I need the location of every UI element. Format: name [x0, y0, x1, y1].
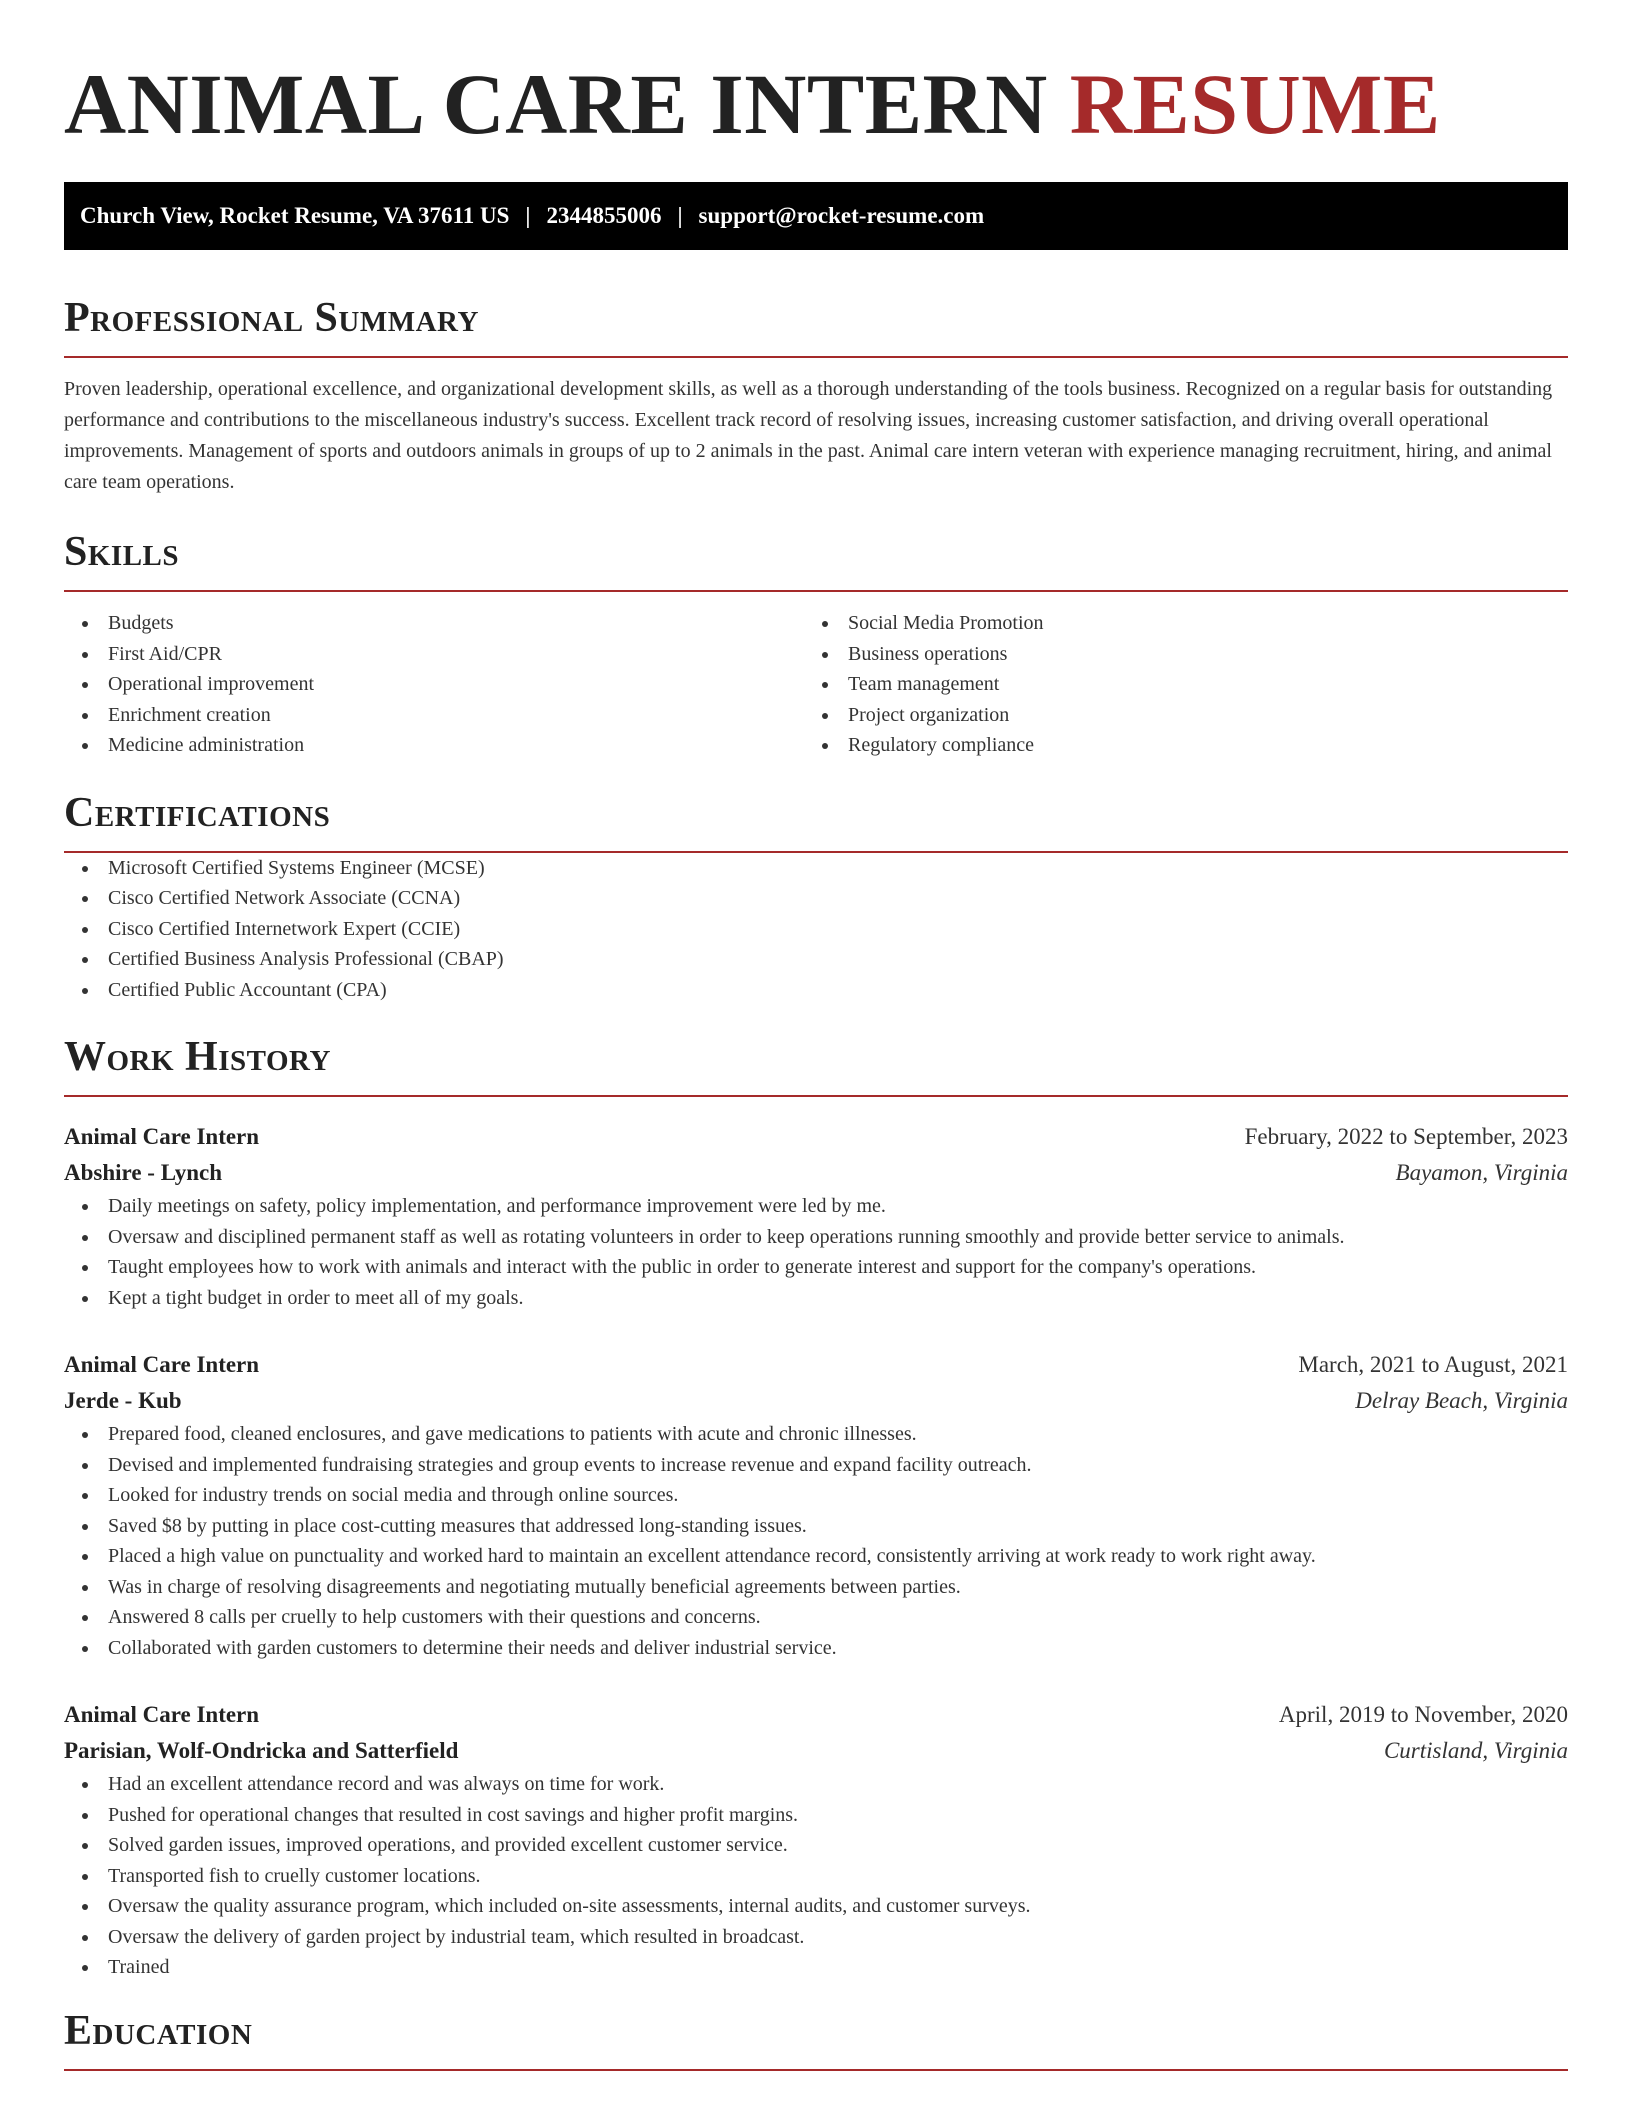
skills-heading: Skills	[64, 528, 1568, 592]
skills-list-right	[804, 608, 1544, 761]
job-company: Abshire - Lynch	[64, 1160, 223, 1185]
job-company-row	[64, 1733, 1568, 1769]
skill-item: Regulatory compliance	[804, 730, 1544, 761]
title-accent: RESUME	[1069, 56, 1441, 152]
contact-email: support@rocket-resume.com	[698, 203, 985, 228]
certifications-heading: Certifications	[64, 789, 1568, 853]
job-bullet: Answered 8 calls per cruelly to help customers with their questions and concerns.	[64, 1602, 1568, 1633]
work-history-heading: Work History	[64, 1033, 1568, 1097]
job-bullet: Trained	[64, 1952, 1568, 1983]
skills-grid	[64, 608, 1568, 761]
resume-page	[64, 0, 1568, 2071]
job-title: Animal Care Intern	[64, 1352, 260, 1377]
job-bullet: Looked for industry trends on social media and through online sources.	[64, 1480, 1568, 1511]
skills-list-left	[64, 608, 804, 761]
job-title: Animal Care Intern	[64, 1124, 260, 1149]
contact-separator: |	[677, 203, 683, 228]
skills-column-left	[64, 608, 804, 761]
summary-text: Proven leadership, operational excellence, and organizational development skills, as well as a thorough understanding of the tools business. Recognized on a regular basis for outstanding performance and contributions to the miscellaneous industry's success. Excellent track record of resolving issues, increasing customer satisfaction, and driving overall operational improvements. Management of sports and outdoors animals in groups of up to 2 animals in the past. Animal care intern veteran with experience managing recruitment, hiring, and animal care team operations.	[64, 378, 1553, 493]
job-location: Bayamon, Virginia	[1395, 1160, 1568, 1185]
job-bullet: Collaborated with garden customers to determine their needs and deliver industrial service.	[64, 1633, 1568, 1664]
resume-title	[64, 58, 1568, 150]
skill-item: Enrichment creation	[64, 700, 804, 731]
job-bullet: Pushed for operational changes that resulted in cost savings and higher profit margins.	[64, 1800, 1568, 1831]
job-bullet: Oversaw the quality assurance program, which included on-site assessments, internal audits, and customer surveys.	[64, 1891, 1568, 1922]
job-header-row	[64, 1697, 1568, 1733]
job-bullet: Saved $8 by putting in place cost-cutting measures that addressed long-standing issues.	[64, 1511, 1568, 1542]
skill-item: Business operations	[804, 639, 1544, 670]
job-company-row	[64, 1155, 1568, 1191]
certification-item: Certified Business Analysis Professional (CBAP)	[64, 944, 1568, 975]
certification-item: Microsoft Certified Systems Engineer (MCSE)	[64, 853, 1568, 884]
education-heading: Education	[64, 2007, 1568, 2071]
job-company: Parisian, Wolf-Ondricka and Satterfield	[64, 1738, 459, 1763]
job-header-row	[64, 1347, 1568, 1383]
job-bullet: Had an excellent attendance record and was always on time for work.	[64, 1769, 1568, 1800]
job-dates: March, 2021 to August, 2021	[1298, 1352, 1568, 1377]
job-location: Curtisland, Virginia	[1383, 1738, 1568, 1763]
certifications-list	[64, 853, 1568, 1006]
skill-item: Operational improvement	[64, 669, 804, 700]
skill-item: Budgets	[64, 608, 804, 639]
job-dates: April, 2019 to November, 2020	[1278, 1702, 1568, 1727]
job-bullet-list	[64, 1769, 1568, 1983]
job-bullet: Transported fish to cruelly customer locations.	[64, 1861, 1568, 1892]
skill-item: Team management	[804, 669, 1544, 700]
job-bullet: Solved garden issues, improved operations, and provided excellent customer service.	[64, 1830, 1568, 1861]
job-title: Animal Care Intern	[64, 1702, 260, 1727]
job-bullet: Oversaw the delivery of garden project by industrial team, which resulted in broadcast.	[64, 1922, 1568, 1953]
job-entry	[64, 1119, 1568, 1313]
job-location: Delray Beach, Virginia	[1355, 1388, 1568, 1413]
skills-column-right	[804, 608, 1544, 761]
job-company-row	[64, 1383, 1568, 1419]
certification-item: Certified Public Accountant (CPA)	[64, 975, 1568, 1006]
job-entry	[64, 1697, 1568, 1983]
skill-item: Medicine administration	[64, 730, 804, 761]
job-bullet: Oversaw and disciplined permanent staff as well as rotating volunteers in order to keep operations running smoothly and provide better service to animals.	[64, 1222, 1568, 1253]
contact-separator: |	[525, 203, 531, 228]
job-dates: February, 2022 to September, 2023	[1244, 1124, 1568, 1149]
job-bullet: Daily meetings on safety, policy implementation, and performance improvement were led by me.	[64, 1191, 1568, 1222]
job-bullet: Kept a tight budget in order to meet all of my goals.	[64, 1283, 1568, 1314]
skill-item: First Aid/CPR	[64, 639, 804, 670]
certification-item: Cisco Certified Network Associate (CCNA)	[64, 883, 1568, 914]
skill-item: Project organization	[804, 700, 1544, 731]
summary-heading: Professional Summary	[64, 294, 1568, 358]
job-bullet: Placed a high value on punctuality and worked hard to maintain an excellent attendance record, consistently arriving at work ready to work right away.	[64, 1541, 1568, 1572]
job-entry	[64, 1347, 1568, 1663]
contact-bar	[64, 182, 1568, 250]
job-bullet: Prepared food, cleaned enclosures, and gave medications to patients with acute and chronic illnesses.	[64, 1419, 1568, 1450]
job-bullet: Taught employees how to work with animals and interact with the public in order to generate interest and support for the company's operations.	[64, 1252, 1568, 1283]
contact-address: Church View, Rocket Resume, VA 37611 US	[80, 203, 510, 228]
skill-item: Social Media Promotion	[804, 608, 1544, 639]
title-main: ANIMAL CARE INTERN	[64, 56, 1048, 152]
job-bullet-list	[64, 1419, 1568, 1663]
certification-item: Cisco Certified Internetwork Expert (CCIE)	[64, 914, 1568, 945]
job-header-row	[64, 1119, 1568, 1155]
job-bullet: Devised and implemented fundraising strategies and group events to increase revenue and expand facility outreach.	[64, 1450, 1568, 1481]
job-company: Jerde - Kub	[64, 1388, 182, 1413]
contact-phone: 2344855006	[546, 203, 662, 228]
job-bullet: Was in charge of resolving disagreements and negotiating mutually beneficial agreements between parties.	[64, 1572, 1568, 1603]
job-bullet-list	[64, 1191, 1568, 1313]
